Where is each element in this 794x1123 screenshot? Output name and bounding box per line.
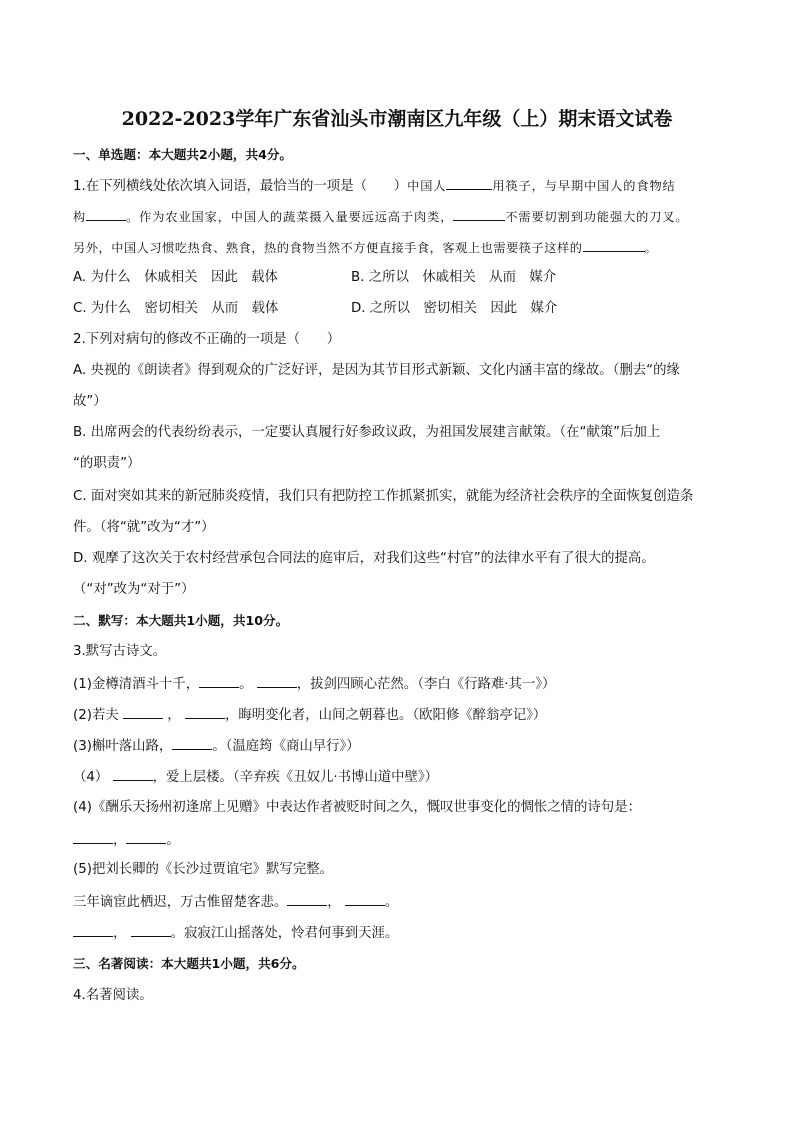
q3-blank[interactable]: [172, 736, 212, 750]
q1-text: 不需要切割到功能强大的刀叉。: [505, 210, 689, 224]
q3-blank[interactable]: [257, 674, 297, 688]
q2-option-b-line-1[interactable]: B. 出席两会的代表纷纷表示，一定要认真履行好参政议政，为祖国发展建言献策。（在“献策”后加上: [73, 425, 661, 440]
q3-text: (2)若夫: [73, 708, 119, 723]
q3-item-2: [73, 705, 546, 725]
q3-text: 三年谪宦此栖迟，万古惟留楚客悲。: [73, 895, 288, 910]
section-1-heading: [73, 146, 292, 164]
q3-blank[interactable]: [73, 830, 113, 844]
q3-text: ，: [113, 833, 127, 848]
q3-blank[interactable]: [185, 705, 225, 719]
q3-item-1: [73, 674, 555, 694]
q1-blank-4[interactable]: [583, 238, 645, 252]
q3-text: 。: [239, 677, 253, 692]
q3-blank[interactable]: [287, 892, 327, 906]
q2-option-d-line-2[interactable]: （“对”改为“对于”）: [73, 582, 195, 597]
q1-option-c[interactable]: C. 为什么 密切相关 从而 载体: [73, 301, 279, 316]
q1-option-d[interactable]: D. 之所以 密切相关 因此 媒介: [351, 301, 558, 316]
q3-blank[interactable]: [199, 674, 239, 688]
q2-option-a-line-1[interactable]: A. 央视的《朗读者》得到观众的广泛好评，是因为其节目形式新颖、文化内涵丰富的缘故。（删去“的缘: [73, 363, 680, 378]
q3-blank[interactable]: [126, 830, 166, 844]
q2-option-c-line-2[interactable]: 件。（将“就”改为“才”）: [73, 520, 215, 535]
q3-blank[interactable]: [345, 892, 385, 906]
q1-blank-2[interactable]: [86, 207, 126, 221]
q1-option-b[interactable]: B. 之所以 休戚相关 从而 媒介: [351, 270, 557, 285]
q3-item-7: [73, 892, 398, 912]
q3-text: 。: [384, 895, 399, 910]
q3-item-8: [73, 923, 398, 943]
q3-blank[interactable]: [123, 705, 163, 719]
page-title: 2022-2023学年广东省汕头市潮南区九年级（上）期末语文试卷: [121, 108, 673, 130]
q3-text: (3)槲叶落山路，: [73, 739, 173, 754]
section-1-label: 一、单选题：本大题共2小题，共4分。: [73, 147, 293, 162]
q3-blank[interactable]: [113, 767, 153, 781]
q4-stem: 4.名著阅读。: [73, 988, 153, 1003]
q2-stem: 2.下列对病句的修改不正确的一项是（ ）: [73, 332, 341, 347]
q1-text: 。: [644, 241, 658, 255]
q3-item-6: (5)把刘长卿的《长沙过贾谊宅》默写完整。: [73, 862, 333, 877]
q3-text: ，: [113, 926, 127, 941]
q1-option-a[interactable]: A. 为什么 休戚相关 因此 载体: [73, 270, 278, 285]
q1-text: 。作为农业国家，中国人的蔬菜摄入量要远远高于肉类，: [126, 210, 454, 224]
q1-blank-3[interactable]: [453, 207, 505, 221]
q3-text: ，爱上层楼。（辛弃疾《丑奴儿·书博山道中壁》）: [152, 770, 439, 785]
q3-blank[interactable]: [131, 923, 171, 937]
q1-stem: 1.在下列横线处依次填入词语，最恰当的一项是（ ）: [73, 179, 408, 194]
q2-option-c-line-1[interactable]: C. 面对突如其来的新冠肺炎疫情，我们只有把防控工作抓紧抓实，就能为经济社会秩序的全面恢复创造条: [73, 489, 694, 504]
q3-item-5: (4)《酬乐天扬州初逢席上见赠》中表达作者被贬时间之久，慨叹世事变化的惆怅之情的诗句是：: [73, 800, 641, 815]
q1-line-2: [73, 207, 689, 227]
q3-item-3: [73, 736, 360, 756]
q3-item-4: [73, 767, 438, 787]
q3-text: (1)金樽清酒斗十千，: [73, 677, 200, 692]
q2-option-a-line-2[interactable]: 故”）: [73, 394, 107, 409]
q3-text: ，晦明变化者，山间之朝暮也。（欧阳修《醉翁亭记》）: [224, 708, 547, 723]
q2-option-d-line-1[interactable]: D. 观摩了这次关于农村经营承包合同法的庭审后，对我们这些“村官”的法律水平有了很大的提高。: [73, 551, 655, 566]
q2-option-b-line-2[interactable]: “的职责”）: [73, 456, 141, 471]
q3-stem: 3.默写古诗文。: [73, 644, 167, 659]
q1-text: 另外，中国人习惯吃热食、熟食，热的食物当然不方便直接手食，客观上也需要筷子这样的: [73, 241, 583, 255]
q3-blank[interactable]: [73, 923, 113, 937]
q3-text: ，拔剑四顾心茫然。（李白《行路难·其一》）: [296, 677, 556, 692]
q3-text: 。（温庭筠《商山早行》）: [212, 739, 360, 754]
q3-text: ，: [167, 708, 181, 723]
section-3-heading: [73, 955, 305, 973]
section-3-label: 三、名著阅读：本大题共1小题，共6分。: [73, 956, 305, 971]
q1-line-1: [73, 176, 676, 196]
section-2-label: 二、默写：本大题共1小题，共10分。: [73, 613, 289, 628]
q3-text: （4）: [73, 770, 109, 785]
q3-text: ，: [327, 895, 341, 910]
q1-text: 用筷子，与早期中国人的食物结: [492, 179, 676, 193]
q3-text: 。寂寂江山摇落处，怜君何事到天涯。: [170, 926, 399, 941]
q1-text: 构: [73, 210, 87, 224]
section-2-heading: [73, 612, 288, 630]
q3-text: 。: [166, 833, 180, 848]
q3-item-5-answers: [73, 830, 180, 850]
q1-blank-1[interactable]: [446, 176, 492, 190]
q1-line-3: [73, 238, 658, 258]
q1-text: 中国人: [407, 179, 447, 193]
